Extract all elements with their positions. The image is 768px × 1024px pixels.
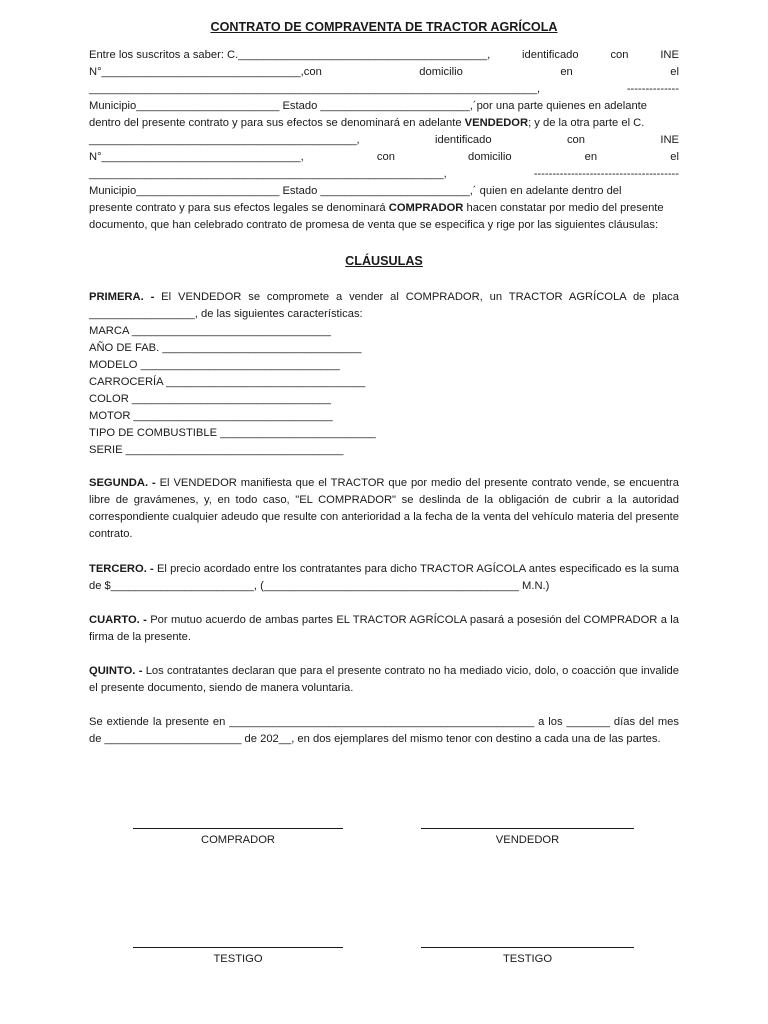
clause-label: TERCERO. - <box>89 563 154 575</box>
intro-line-8 <box>89 166 679 183</box>
field-color: COLOR ________________________________ <box>89 393 331 405</box>
signature-label: COMPRADOR <box>201 834 275 846</box>
clause-label: QUINTO. - <box>89 665 143 677</box>
comprador-term: COMPRADOR <box>388 202 464 214</box>
intro-text: N°________________________________, <box>89 151 304 163</box>
signature-label: TESTIGO <box>502 953 553 965</box>
clause-segunda <box>89 475 679 543</box>
field-serie: SERIE ___________________________________ <box>89 444 344 456</box>
field-carroceria: CARROCERÍA ________________________________ <box>89 376 366 388</box>
intro-text: ; y de la otra parte el C. <box>528 117 645 129</box>
signature-line <box>421 947 634 948</box>
intro-text: domicilio <box>468 151 512 163</box>
clause-label: CUARTO. - <box>89 614 147 626</box>
intro-text: presente contrato y para sus efectos legales se denominará <box>89 202 386 214</box>
intro-text: en <box>584 151 598 163</box>
intro-line-4: Municipio_______________________ Estado ________________________,´por una parte quienes en adelante <box>89 100 648 112</box>
signature-comprador <box>133 828 343 846</box>
clause-primera <box>89 289 679 323</box>
signature-label: TESTIGO <box>213 953 263 965</box>
clause-label: PRIMERA. - <box>89 291 155 303</box>
signature-label: VENDEDOR <box>495 834 560 846</box>
intro-text: el <box>670 151 679 163</box>
clause-quinto <box>89 663 679 697</box>
signature-testigo-1 <box>133 947 343 965</box>
intro-text: _________________________________________________________, <box>89 168 447 180</box>
intro-line-2 <box>89 64 679 81</box>
intro-text: con <box>610 49 629 61</box>
signature-testigo-2 <box>421 947 634 965</box>
clause-text: El VENDEDOR se compromete a vender al COMPRADOR, un TRACTOR AGRÍCOLA de placa _________________, de las siguientes características: <box>89 291 680 320</box>
intro-line-11: documento, que han celebrado contrato de promesa de venta que se especifica y rige por las siguientes cláusulas: <box>89 219 659 231</box>
intro-text: con <box>376 151 395 163</box>
field-modelo: MODELO ________________________________ <box>89 359 340 371</box>
intro-text: identificado <box>435 134 492 146</box>
clause-tercero <box>89 561 679 595</box>
intro-text: ___________________________________________, <box>89 134 360 146</box>
intro-line-9: Municipio_______________________ Estado ________________________,´ quien en adelante dentro del <box>89 185 622 197</box>
clause-label: SEGUNDA. - <box>89 477 156 489</box>
signature-line <box>133 947 343 948</box>
intro-text: el <box>670 66 679 78</box>
intro-text: Entre los suscritos a saber: C.________________________________________, <box>89 49 491 61</box>
intro-paragraph <box>89 47 679 234</box>
intro-text: --------------------------------------- <box>533 168 679 180</box>
signature-line <box>421 828 634 829</box>
intro-text: N°________________________________,con <box>89 66 322 78</box>
vendedor-term: VENDEDOR <box>464 117 529 129</box>
intro-text: domicilio <box>419 66 463 78</box>
clause-text: El precio acordado entre los contratantes para dicho TRACTOR AGÍCOLA antes especificado es la suma de $_______________________, (_________________________________________ M.N.) <box>89 563 680 592</box>
intro-text: -------------- <box>626 83 679 95</box>
field-ano-fab: AÑO DE FAB. ________________________________ <box>89 342 362 354</box>
field-marca: MARCA ________________________________ <box>89 325 331 337</box>
intro-text: ________________________________________________________________________, <box>89 83 541 95</box>
closing-paragraph: Se extiende la presente en _________________________________________________ a los _______ días del mes de ______________________ de 202__, en dos ejemplares del mismo tenor con destino a cada una de las partes. <box>89 716 679 745</box>
intro-text: hacen constatar por medio del presente <box>466 202 664 214</box>
intro-line-3 <box>89 81 679 98</box>
intro-text: en <box>560 66 573 78</box>
document-title: CONTRATO DE COMPRAVENTA DE TRACTOR AGRÍCOLA <box>210 20 558 34</box>
intro-line-10 <box>89 200 679 217</box>
signature-vendedor <box>421 828 634 846</box>
intro-text: dentro del presente contrato y para sus efectos se denominará en adelante <box>89 117 462 129</box>
clause-cuarto <box>89 612 679 646</box>
intro-line-7 <box>89 149 679 166</box>
intro-line-6 <box>89 132 679 149</box>
field-tipo-combustible: TIPO DE COMBUSTIBLE _________________________ <box>89 427 376 439</box>
clause-text: Por mutuo acuerdo de ambas partes EL TRACTOR AGRÍCOLA pasará a posesión del COMPRADOR a la firma de la presente. <box>89 614 679 643</box>
clause-text: Los contratantes declaran que para el presente contrato no ha mediado vicio, dolo, o coacción que invalide el presente documento, siendo de manera voluntaria. <box>89 665 679 694</box>
clauses-heading: CLÁUSULAS <box>345 254 423 268</box>
intro-line-1 <box>89 47 679 64</box>
signature-line <box>133 828 343 829</box>
intro-text: con <box>566 134 585 146</box>
field-motor: MOTOR ________________________________ <box>89 410 333 422</box>
intro-text: identificado <box>522 49 579 61</box>
clause-text: El VENDEDOR manifiesta que el TRACTOR que por medio del presente contrato vende, se encuentra libre de gravámenes, y, en todo caso, "EL COMPRADOR" se deslinda de la obligación de cubrir a la autoridad correspondiente cualquier adeudo que resulte con anterioridad a la fecha de la venta del vehículo materia del presente contrato. <box>89 477 679 540</box>
intro-text: INE <box>660 134 679 146</box>
vehicle-fields <box>89 323 679 459</box>
intro-line-5 <box>89 115 679 132</box>
intro-text: INE <box>660 49 679 61</box>
